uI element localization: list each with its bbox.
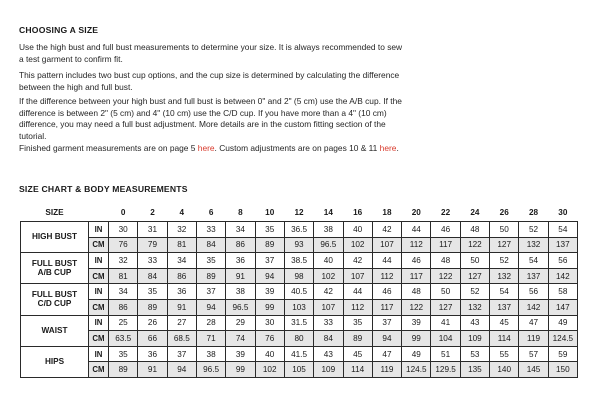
measurement-value: 74 xyxy=(226,331,255,347)
unit-label-in: IN xyxy=(89,222,109,238)
measurement-value: 35 xyxy=(109,346,138,362)
measurement-value: 99 xyxy=(255,299,284,315)
measurement-value: 48 xyxy=(460,222,489,238)
measurement-value: 56 xyxy=(519,284,548,300)
measurement-value: 94 xyxy=(167,362,196,378)
measurement-value: 114 xyxy=(490,331,519,347)
measurement-value: 102 xyxy=(314,268,343,284)
measurement-cup: A/B CUP xyxy=(37,268,72,278)
measurement-value: 89 xyxy=(196,268,225,284)
measurement-value: 89 xyxy=(109,362,138,378)
measurement-value: 40.5 xyxy=(284,284,313,300)
measurement-value: 81 xyxy=(109,268,138,284)
measurement-value: 42 xyxy=(343,253,372,269)
measurement-value: 127 xyxy=(490,237,519,253)
measurement-value: 31 xyxy=(138,222,167,238)
measurement-row-in xyxy=(21,346,578,362)
measurement-value: 109 xyxy=(314,362,343,378)
measurement-value: 122 xyxy=(431,268,460,284)
measurement-value: 102 xyxy=(343,237,372,253)
measurement-value: 37 xyxy=(196,284,225,300)
measurement-value: 137 xyxy=(519,268,548,284)
measurement-value: 44 xyxy=(343,284,372,300)
measurement-value: 37 xyxy=(255,253,284,269)
measurement-value: 79 xyxy=(138,237,167,253)
measurement-value: 34 xyxy=(109,284,138,300)
paragraph-cup-difference: If the difference between your high bust and full bust is between 0" and 2" (5 cm) use the A/B cup. If the difference is between 2" (5 cm) and 4" (10 cm) use the C/D cup. If you have more than a 4" (10 cm) difference, you may need a full bust adjustment. More details are in the custom fitting section of the tutorial. xyxy=(19,96,402,141)
size-header-cell: 24 xyxy=(470,208,480,217)
measurement-value: 52 xyxy=(490,253,519,269)
measurement-value: 99 xyxy=(226,362,255,378)
measurement-row-in xyxy=(21,222,578,238)
measurement-value: 135 xyxy=(460,362,489,378)
measurement-row-in xyxy=(21,253,578,269)
measurement-name: WAIST xyxy=(41,325,68,335)
measurement-value: 48 xyxy=(402,284,431,300)
measurement-value: 34 xyxy=(167,253,196,269)
measurement-value: 40 xyxy=(255,346,284,362)
size-header-cell: 14 xyxy=(323,208,333,217)
measurement-value: 84 xyxy=(138,268,167,284)
measurement-value: 132 xyxy=(460,299,489,315)
measurement-value: 53 xyxy=(460,346,489,362)
measurement-value: 114 xyxy=(343,362,372,378)
measurement-value: 140 xyxy=(490,362,519,378)
measurement-name: FULL BUST xyxy=(31,289,78,299)
measurement-value: 117 xyxy=(402,268,431,284)
measurement-value: 91 xyxy=(226,268,255,284)
measurement-value: 46 xyxy=(431,222,460,238)
measurement-value: 26 xyxy=(138,315,167,331)
measurement-value: 54 xyxy=(519,253,548,269)
measurement-value: 89 xyxy=(138,299,167,315)
ref-text-1: Finished garment measurements are on page 5 xyxy=(19,143,198,153)
measurement-value: 76 xyxy=(255,331,284,347)
size-header-cell: 2 xyxy=(150,208,155,217)
size-header-cell: 12 xyxy=(294,208,304,217)
measurement-value: 142 xyxy=(548,268,577,284)
measurement-value: 86 xyxy=(109,299,138,315)
measurement-value: 52 xyxy=(460,284,489,300)
measurement-value: 33 xyxy=(314,315,343,331)
size-header-cell: 4 xyxy=(179,208,185,217)
unit-label-cm: CM xyxy=(89,299,109,315)
measurement-value: 124.5 xyxy=(402,362,431,378)
measurement-value: 43 xyxy=(460,315,489,331)
measurement-row-in xyxy=(21,284,578,300)
measurement-value: 137 xyxy=(490,299,519,315)
unit-label-cm: CM xyxy=(89,331,109,347)
measurement-value: 52 xyxy=(519,222,548,238)
measurement-value: 39 xyxy=(255,284,284,300)
measurement-value: 132 xyxy=(519,237,548,253)
measurement-group-label xyxy=(21,253,89,284)
measurement-value: 32 xyxy=(167,222,196,238)
measurement-value: 35 xyxy=(343,315,372,331)
finished-measurements-link[interactable]: here xyxy=(197,143,215,153)
measurement-value: 50 xyxy=(431,284,460,300)
measurement-row-cm xyxy=(21,362,578,378)
measurement-value: 96.5 xyxy=(226,299,255,315)
measurement-value: 35 xyxy=(138,284,167,300)
size-header-cell: 16 xyxy=(353,208,363,217)
measurement-value: 42 xyxy=(372,222,401,238)
size-header-cell: 8 xyxy=(238,208,243,217)
measurement-value: 119 xyxy=(519,331,548,347)
measurement-value: 66 xyxy=(138,331,167,347)
measurement-row-cm xyxy=(21,331,578,347)
measurement-value: 28 xyxy=(196,315,225,331)
measurement-group-label xyxy=(21,315,89,346)
measurement-value: 45 xyxy=(343,346,372,362)
measurement-value: 96.5 xyxy=(196,362,225,378)
measurement-name: FULL BUST xyxy=(31,258,78,268)
choosing-size-heading: CHOOSING A SIZE xyxy=(19,25,99,35)
paragraph-cup-options: This pattern includes two bust cup options, and the cup size is determined by calculating the difference between the high and full bust. xyxy=(19,70,400,92)
unit-label-in: IN xyxy=(89,346,109,362)
size-header-cell: 26 xyxy=(499,208,509,217)
measurement-value: 107 xyxy=(314,299,343,315)
measurement-value: 33 xyxy=(196,222,225,238)
measurement-value: 86 xyxy=(226,237,255,253)
measurement-value: 49 xyxy=(402,346,431,362)
measurement-value: 103 xyxy=(284,299,313,315)
measurement-name: HIPS xyxy=(44,357,65,367)
measurement-group-label xyxy=(21,222,89,253)
measurement-value: 45 xyxy=(490,315,519,331)
measurement-value: 56 xyxy=(548,253,577,269)
size-header-cell: 18 xyxy=(382,208,392,217)
size-header-row xyxy=(21,204,578,222)
measurement-value: 50 xyxy=(460,253,489,269)
measurement-value: 84 xyxy=(314,331,343,347)
measurement-group-label xyxy=(21,346,89,377)
measurement-value: 137 xyxy=(548,237,577,253)
measurement-value: 112 xyxy=(402,237,431,253)
measurement-value: 40 xyxy=(343,222,372,238)
measurement-value: 105 xyxy=(284,362,313,378)
measurement-value: 91 xyxy=(167,299,196,315)
measurement-value: 41.5 xyxy=(284,346,313,362)
size-chart-heading: SIZE CHART & BODY MEASUREMENTS xyxy=(19,184,188,194)
measurement-value: 109 xyxy=(460,331,489,347)
size-label: SIZE xyxy=(45,208,64,217)
measurement-value: 129.5 xyxy=(431,362,460,378)
measurement-value: 29 xyxy=(226,315,255,331)
measurement-value: 41 xyxy=(431,315,460,331)
measurement-value: 142 xyxy=(519,299,548,315)
measurement-value: 112 xyxy=(343,299,372,315)
measurement-value: 47 xyxy=(372,346,401,362)
measurement-value: 132 xyxy=(490,268,519,284)
measurement-value: 50 xyxy=(490,222,519,238)
paragraph-page-references xyxy=(19,143,409,155)
measurement-value: 68.5 xyxy=(167,331,196,347)
paragraph-bust-measurements: Use the high bust and full bust measurements to determine your size. It is always recommended to sew a test garment to confirm fit. xyxy=(19,42,403,64)
measurement-value: 59 xyxy=(548,346,577,362)
measurement-value: 150 xyxy=(548,362,577,378)
measurement-value: 122 xyxy=(402,299,431,315)
size-header-cell: 28 xyxy=(528,208,539,217)
measurement-value: 71 xyxy=(196,331,225,347)
measurement-value: 37 xyxy=(372,315,401,331)
measurement-value: 84 xyxy=(196,237,225,253)
measurement-value: 30 xyxy=(109,222,138,238)
size-header-cell: 0 xyxy=(120,208,126,217)
measurement-value: 122 xyxy=(460,237,489,253)
unit-label-cm: CM xyxy=(89,268,109,284)
measurement-value: 55 xyxy=(490,346,519,362)
measurement-row-cm xyxy=(21,299,578,315)
unit-label-cm: CM xyxy=(89,237,109,253)
measurement-value: 86 xyxy=(167,268,196,284)
measurement-value: 43 xyxy=(314,346,343,362)
custom-adjustments-link[interactable]: here xyxy=(379,143,397,153)
measurement-value: 58 xyxy=(548,284,577,300)
measurement-value: 34 xyxy=(226,222,255,238)
measurement-value: 94 xyxy=(372,331,401,347)
measurement-value: 35 xyxy=(255,222,284,238)
measurement-value: 117 xyxy=(372,299,401,315)
measurement-value: 127 xyxy=(431,299,460,315)
measurement-value: 81 xyxy=(167,237,196,253)
measurement-value: 44 xyxy=(372,253,401,269)
measurement-value: 107 xyxy=(372,237,401,253)
measurement-value: 112 xyxy=(372,268,401,284)
measurement-value: 36.5 xyxy=(284,222,313,238)
measurement-value: 42 xyxy=(314,284,343,300)
measurement-value: 89 xyxy=(255,237,284,253)
measurement-value: 127 xyxy=(460,268,489,284)
measurement-name: HIGH BUST xyxy=(31,232,78,242)
measurement-value: 38.5 xyxy=(284,253,313,269)
size-header-cell: 30 xyxy=(558,208,568,217)
measurement-row-cm xyxy=(21,237,578,253)
measurement-value: 36 xyxy=(226,253,255,269)
measurement-value: 54 xyxy=(548,222,577,238)
measurement-value: 93 xyxy=(284,237,313,253)
measurement-value: 30 xyxy=(255,315,284,331)
measurement-row-cm xyxy=(21,268,578,284)
unit-label-in: IN xyxy=(89,284,109,300)
measurement-value: 102 xyxy=(255,362,284,378)
size-chart-table xyxy=(20,204,578,378)
measurement-value: 38 xyxy=(226,284,255,300)
unit-label-cm: CM xyxy=(89,362,109,378)
measurement-value: 94 xyxy=(196,299,225,315)
measurement-value: 147 xyxy=(548,299,577,315)
measurement-value: 63.5 xyxy=(109,331,138,347)
measurement-value: 94 xyxy=(255,268,284,284)
measurement-value: 27 xyxy=(167,315,196,331)
measurement-value: 46 xyxy=(372,284,401,300)
unit-label-in: IN xyxy=(89,253,109,269)
ref-text-2: . Custom adjustments are on pages 10 & 11 xyxy=(214,143,380,153)
measurement-value: 39 xyxy=(402,315,431,331)
measurement-value: 48 xyxy=(431,253,460,269)
measurement-group-label xyxy=(21,284,89,315)
measurement-value: 57 xyxy=(519,346,548,362)
size-header-cell: 6 xyxy=(208,208,214,217)
measurement-value: 37 xyxy=(167,346,196,362)
measurement-value: 104 xyxy=(431,331,460,347)
measurement-value: 124.5 xyxy=(548,331,577,347)
measurement-value: 39 xyxy=(226,346,255,362)
measurement-value: 117 xyxy=(431,237,460,253)
ref-text-3: . xyxy=(396,143,399,153)
measurement-row-in xyxy=(21,315,578,331)
measurement-value: 145 xyxy=(519,362,548,378)
size-header-cell: 20 xyxy=(411,208,421,217)
measurement-value: 31.5 xyxy=(284,315,313,331)
measurement-value: 54 xyxy=(490,284,519,300)
measurement-value: 51 xyxy=(431,346,460,362)
unit-header-blank xyxy=(89,204,109,222)
measurement-value: 99 xyxy=(402,331,431,347)
measurement-value: 32 xyxy=(109,253,138,269)
measurement-value: 96.5 xyxy=(314,237,343,253)
measurement-value: 91 xyxy=(138,362,167,378)
measurement-value: 33 xyxy=(138,253,167,269)
measurement-value: 107 xyxy=(343,268,372,284)
measurement-value: 35 xyxy=(196,253,225,269)
measurement-value: 119 xyxy=(372,362,401,378)
measurement-value: 76 xyxy=(109,237,138,253)
measurement-value: 38 xyxy=(314,222,343,238)
measurement-value: 80 xyxy=(284,331,313,347)
measurement-value: 38 xyxy=(196,346,225,362)
size-header-cell: 22 xyxy=(441,208,451,217)
measurement-value: 47 xyxy=(519,315,548,331)
size-header-cell: 10 xyxy=(265,208,275,217)
measurement-value: 36 xyxy=(138,346,167,362)
measurement-value: 46 xyxy=(402,253,431,269)
measurement-value: 98 xyxy=(284,268,313,284)
measurement-cup: C/D CUP xyxy=(37,299,72,309)
measurement-value: 40 xyxy=(314,253,343,269)
measurement-value: 36 xyxy=(167,284,196,300)
measurement-value: 49 xyxy=(548,315,577,331)
measurement-value: 89 xyxy=(343,331,372,347)
measurement-value: 25 xyxy=(109,315,138,331)
measurement-value: 44 xyxy=(402,222,431,238)
unit-label-in: IN xyxy=(89,315,109,331)
